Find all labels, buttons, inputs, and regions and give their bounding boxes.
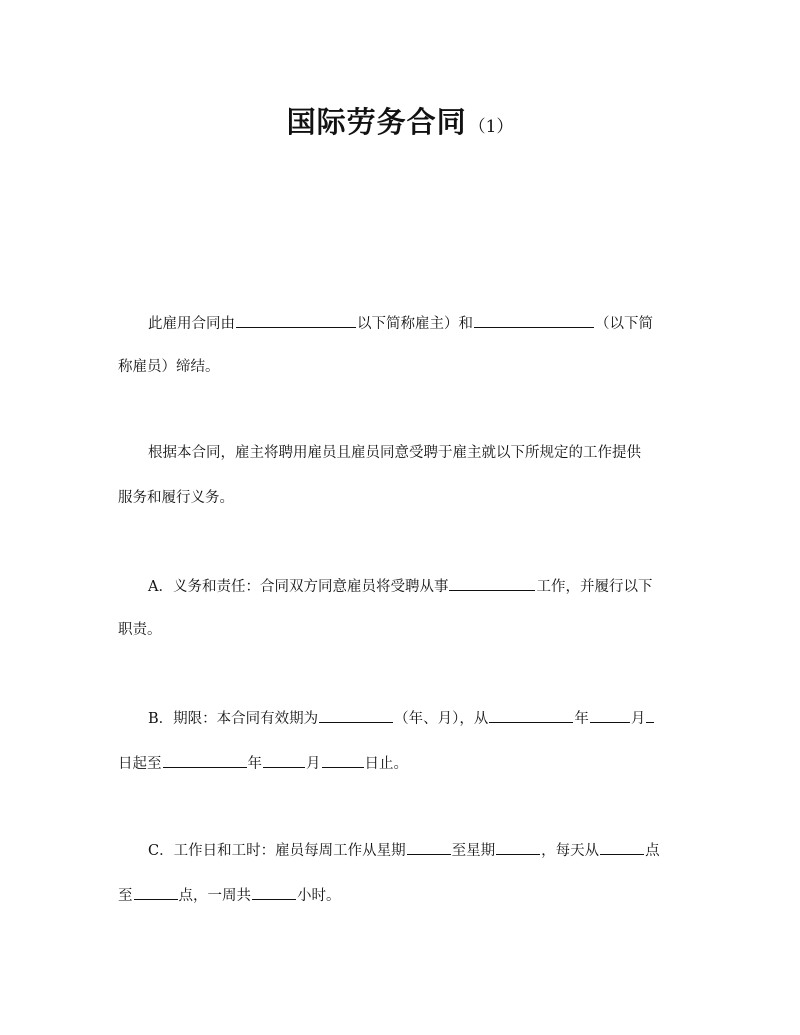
- clause-b-line1: [148, 707, 655, 727]
- clause-b-text-e: 日起至: [118, 756, 162, 772]
- start-day-blank: [646, 707, 654, 723]
- workday-end-blank: [496, 839, 540, 855]
- clause-b-line2: [118, 752, 408, 772]
- clause-a-line1: [148, 575, 652, 595]
- clause-c-line1: [148, 839, 660, 859]
- term-length-blank: [319, 707, 393, 723]
- clause-a-text-b: 工作，并履行以下: [536, 579, 653, 595]
- job-title-blank: [449, 575, 535, 591]
- clause-b-text-f: 年: [247, 756, 262, 772]
- workday-start-blank: [407, 839, 451, 855]
- clause-b-text-h: 日止。: [364, 756, 408, 772]
- clause-a-line2: [118, 620, 162, 640]
- para1-text-a: 此雇用合同由: [148, 316, 235, 332]
- title-main: 国际劳务合同: [286, 105, 467, 139]
- para1-text-d: 称雇员）缔结。: [118, 359, 220, 375]
- para2-line1: [148, 443, 641, 463]
- para2-line2: [118, 488, 234, 508]
- clause-c-text-f: 点，一周共: [178, 888, 251, 904]
- start-year-blank: [489, 707, 573, 723]
- clause-b-text-d: 月: [630, 711, 646, 727]
- end-month-blank: [263, 752, 305, 768]
- employer-name-blank: [236, 312, 356, 328]
- para1-line1: [148, 312, 653, 332]
- document-title: [0, 100, 800, 141]
- clause-b-text-a: B．期限：本合同有效期为: [148, 711, 319, 727]
- clause-a-text-a: A．义务和责任：合同双方同意雇员将受聘从事: [148, 579, 449, 595]
- end-day-blank: [322, 752, 364, 768]
- title-suffix: （1）: [468, 117, 514, 137]
- clause-c-text-c: ，每天从: [541, 843, 600, 859]
- para2-text-line1: 根据本合同，雇主将聘用雇员且雇员同意受聘于雇主就以下所规定的工作提供: [148, 445, 641, 461]
- para1-line2: [118, 357, 220, 377]
- para1-text-b: 以下简称雇主）和: [357, 316, 473, 332]
- para1-text-c: （以下简: [595, 316, 653, 332]
- clause-c-text-b: 至星期: [451, 843, 496, 859]
- clause-c-text-a: C．工作日和工时：雇员每周工作从星期: [148, 843, 406, 859]
- clause-b-text-c: 年: [574, 711, 589, 727]
- employee-name-blank: [474, 312, 594, 328]
- para2-text-line2: 服务和履行义务。: [118, 490, 234, 506]
- clause-c-line2: [118, 884, 341, 904]
- clause-b-text-g: 月: [306, 756, 321, 772]
- weekly-hours-blank: [252, 884, 296, 900]
- clause-c-text-g: 小时。: [297, 888, 341, 904]
- daily-start-hour-blank: [600, 839, 644, 855]
- end-year-blank: [163, 752, 247, 768]
- start-month-blank: [590, 707, 630, 723]
- clause-c-text-e: 至: [118, 888, 133, 904]
- clause-a-text-c: 职责。: [118, 622, 162, 638]
- clause-c-text-d: 点: [645, 843, 660, 859]
- clause-b-text-b: （年、月），从: [394, 711, 489, 727]
- daily-end-hour-blank: [134, 884, 178, 900]
